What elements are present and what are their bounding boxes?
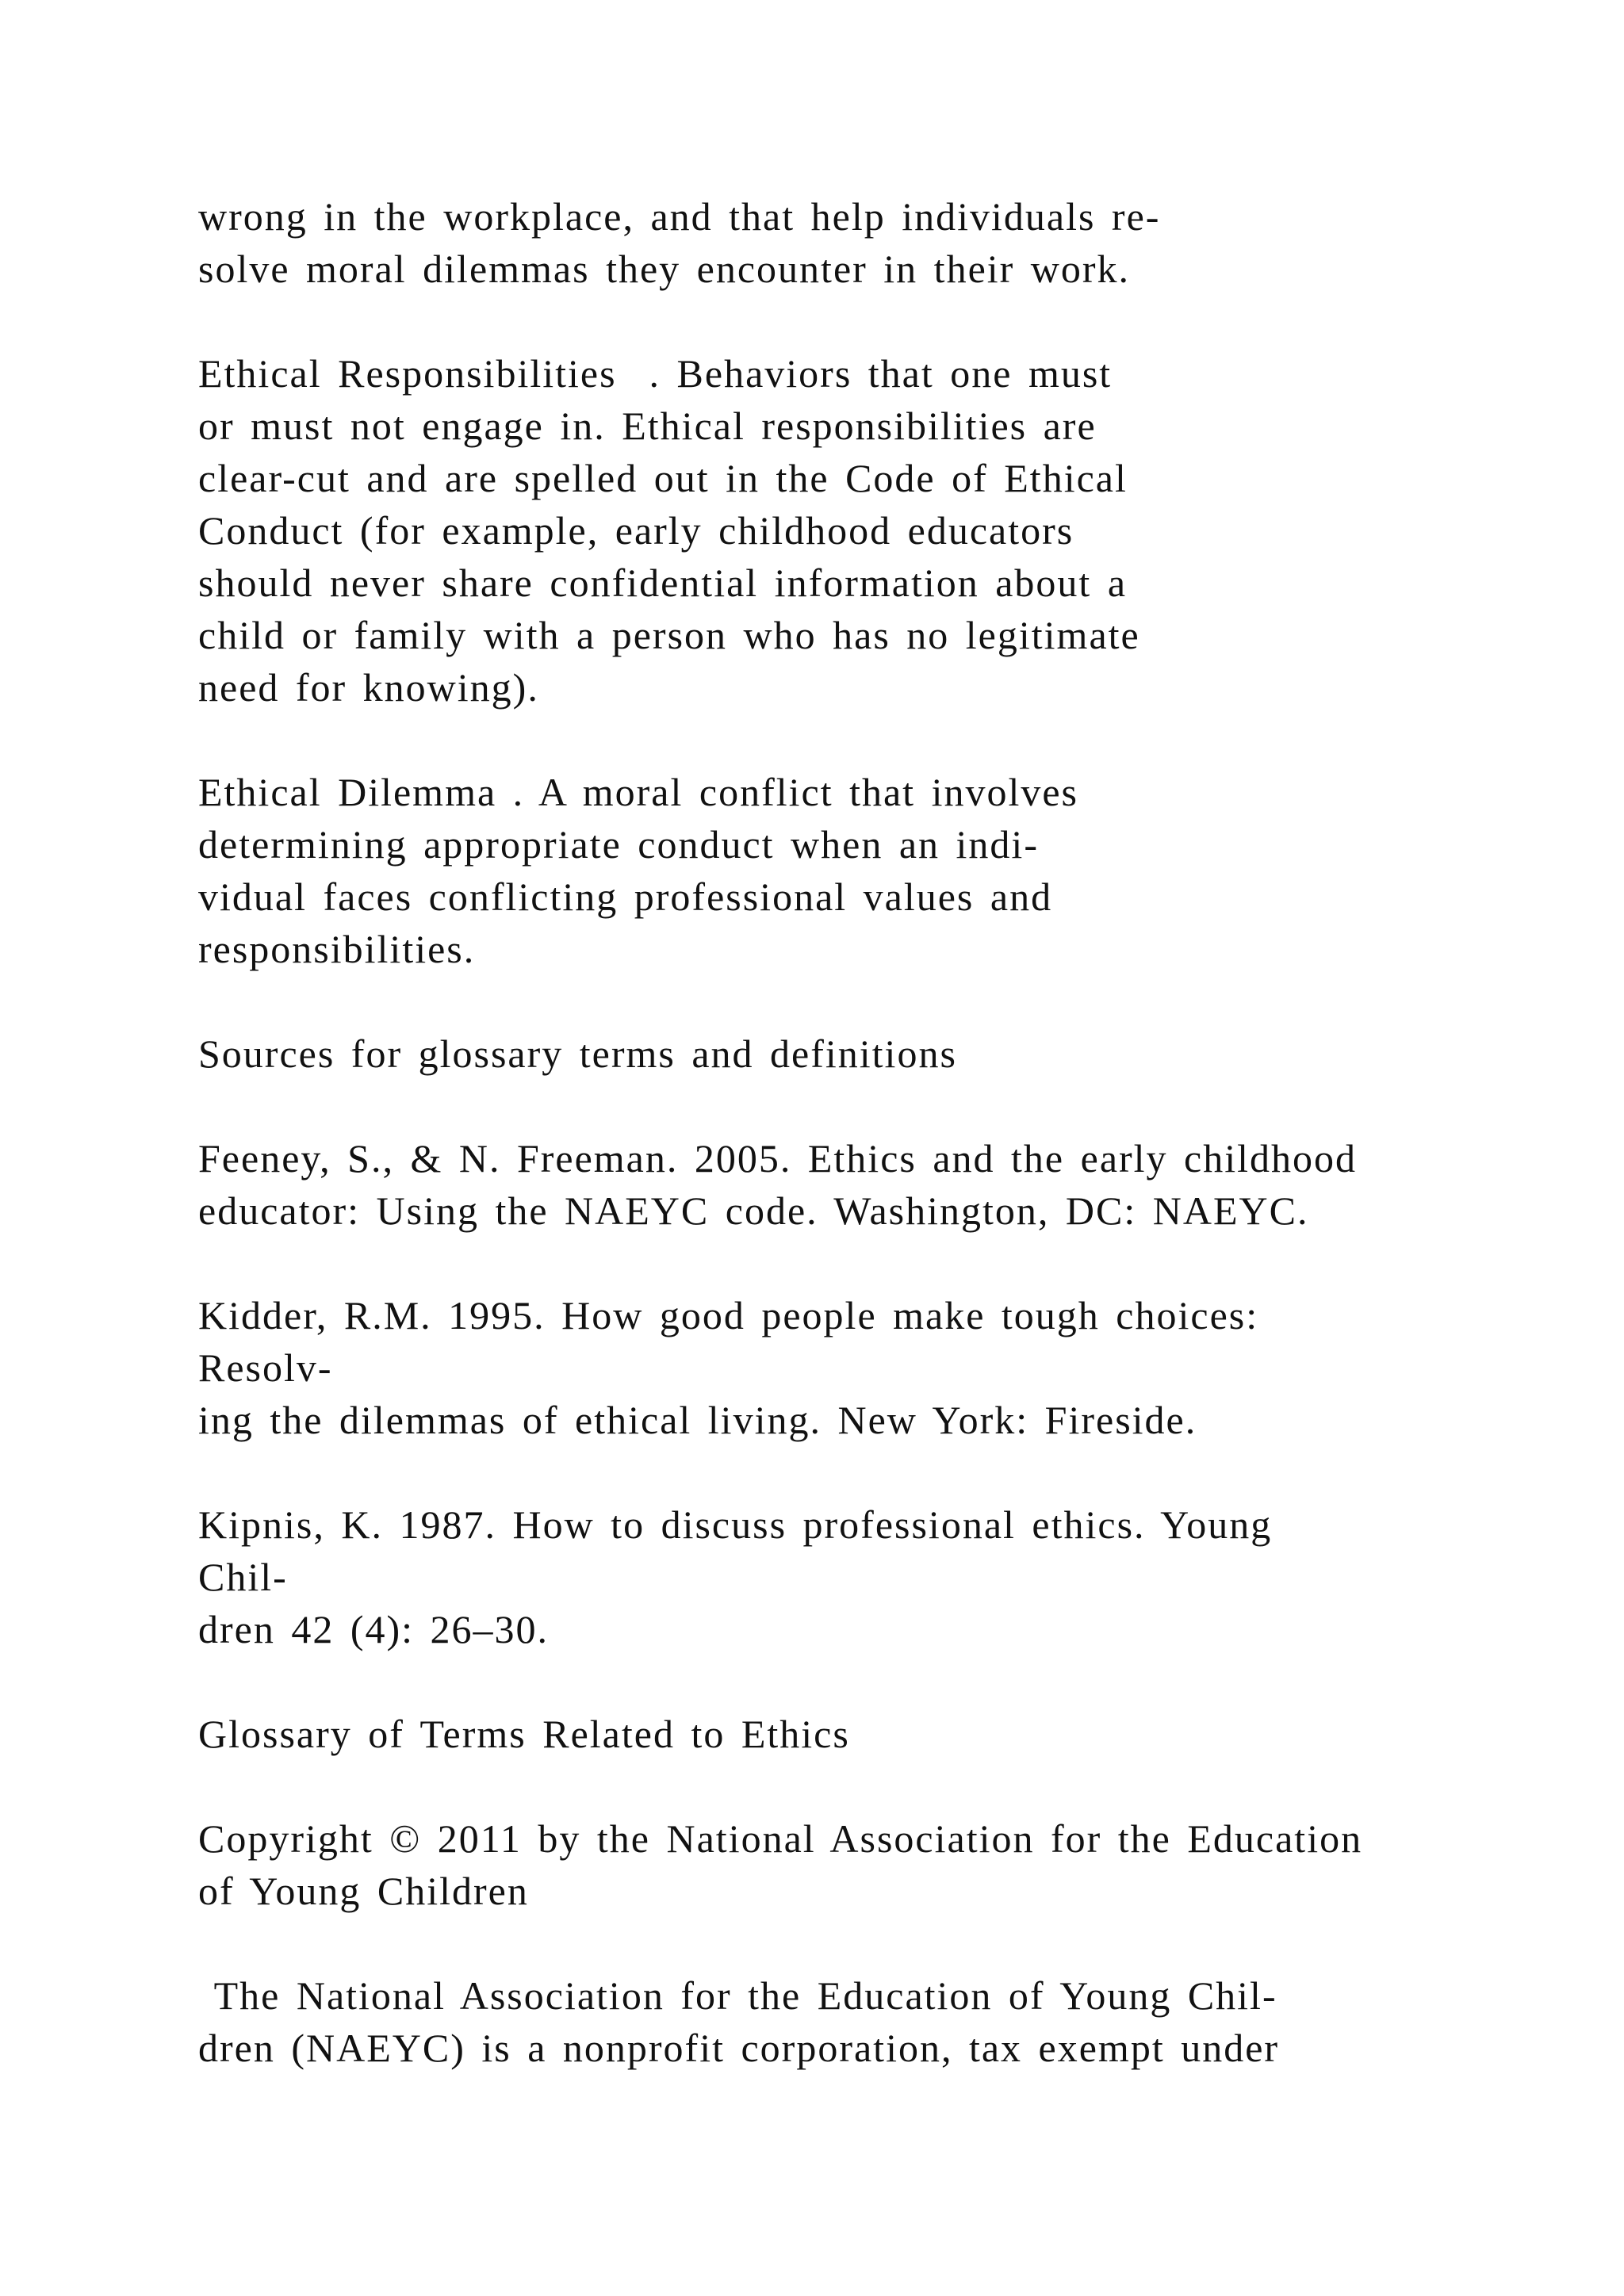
text-line: dren 42 (4): 26–30.: [198, 1607, 550, 1651]
text-line: determining appropriate conduct when an indi-: [198, 822, 1039, 867]
text-line: Chil-: [198, 1555, 288, 1599]
text-line: Sources for glossary terms and definitions: [198, 1031, 957, 1076]
text-line: or must not engage in. Ethical responsibilities are: [198, 404, 1097, 448]
text-line: dren (NAEYC) is a nonprofit corporation, tax exempt under: [198, 2026, 1280, 2070]
text-line: Ethical Responsibilities . Behaviors that one must: [198, 351, 1113, 396]
reference-feeney: [198, 1132, 1546, 1237]
sources-heading: [198, 1027, 1546, 1080]
text-line: solve moral dilemmas they encounter in their work.: [198, 247, 1131, 291]
text-line: clear-cut and are spelled out in the Code of Ethical: [198, 456, 1128, 500]
glossary-title: [198, 1708, 1546, 1760]
text-line: Copyright © 2011 by the National Association for the Education: [198, 1816, 1363, 1861]
text-line: should never share confidential information about a: [198, 561, 1128, 605]
ethics-definition-continuation: [198, 190, 1546, 295]
text-line: wrong in the workplace, and that help individuals re-: [198, 194, 1161, 239]
copyright-notice: [198, 1812, 1546, 1917]
text-line: Feeney, S., & N. Freeman. 2005. Ethics and the early childhood: [198, 1136, 1358, 1181]
reference-kipnis: [198, 1498, 1546, 1655]
text-line: need for knowing).: [198, 665, 539, 710]
document-text: [198, 190, 1546, 2126]
text-line: vidual faces conflicting professional values and: [198, 874, 1053, 919]
text-line: Kidder, R.M. 1995. How good people make tough choices:: [198, 1293, 1259, 1337]
text-line: Resolv-: [198, 1345, 333, 1390]
text-line: Kipnis, K. 1987. How to discuss professional ethics. Young: [198, 1502, 1273, 1547]
naeyc-description: [198, 1969, 1546, 2074]
text-line: Conduct (for example, early childhood educators: [198, 508, 1074, 553]
text-line: Ethical Dilemma . A moral conflict that involves: [198, 770, 1078, 814]
text-line: educator: Using the NAEYC code. Washington, DC: NAEYC.: [198, 1188, 1309, 1233]
reference-kidder: [198, 1289, 1546, 1446]
ethical-responsibilities-definition: [198, 347, 1546, 714]
text-line: The National Association for the Education of Young Chil-: [198, 1973, 1277, 2018]
text-line: of Young Children: [198, 1869, 529, 1913]
text-line: ing the dilemmas of ethical living. New York: Fireside.: [198, 1398, 1197, 1442]
text-line: Glossary of Terms Related to Ethics: [198, 1712, 850, 1756]
ethical-dilemma-definition: [198, 766, 1546, 975]
text-line: responsibilities.: [198, 927, 476, 971]
text-line: child or family with a person who has no legitimate: [198, 613, 1140, 657]
